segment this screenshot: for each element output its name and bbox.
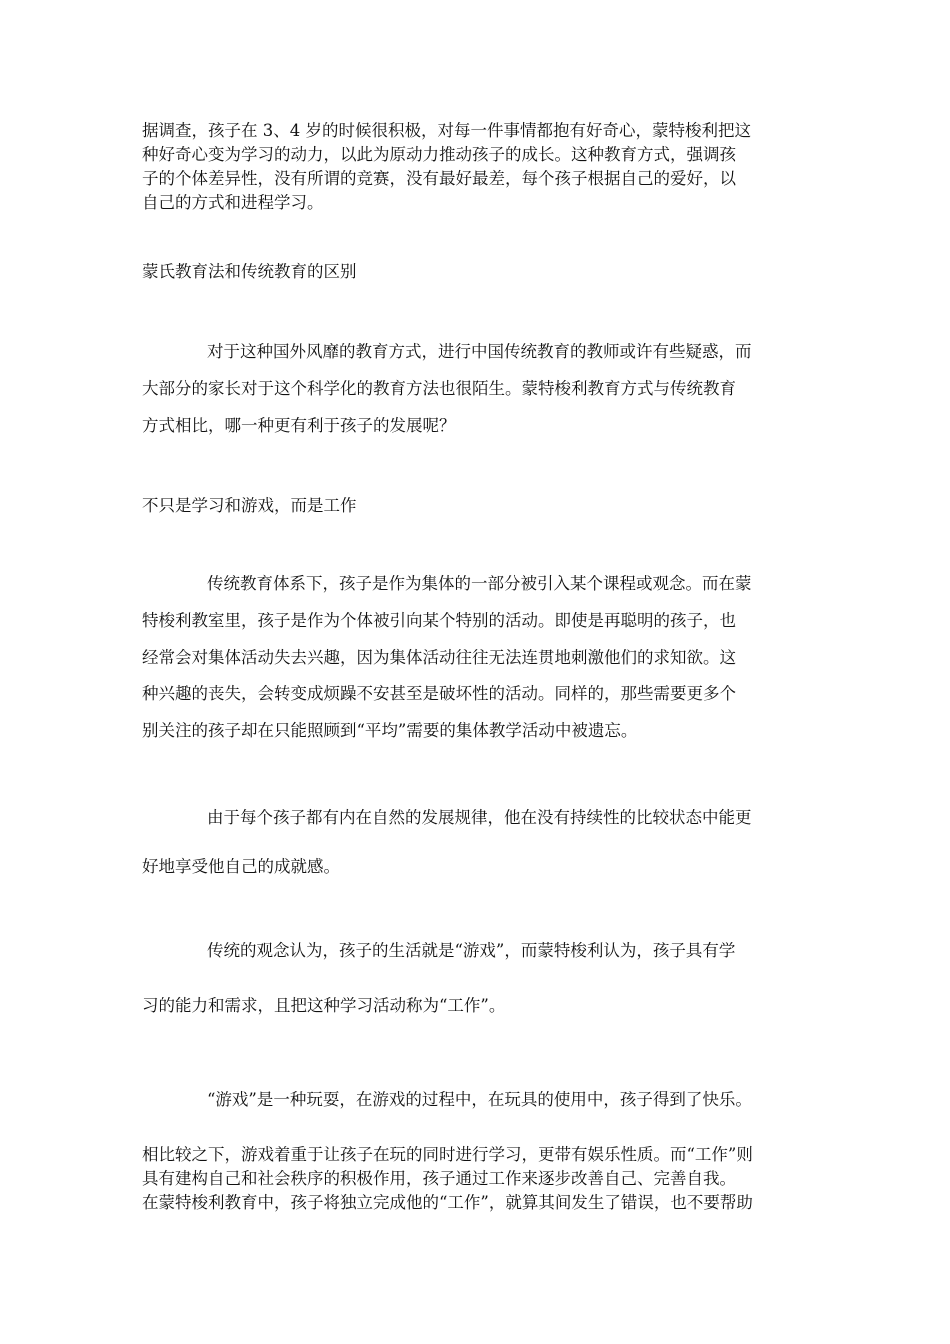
paragraph-line: 子的个体差异性，没有所谓的竞赛，没有最好最差，每个孩子根据自己的爱好，以: [142, 169, 736, 188]
paragraph-line: 大部分的家长对于这个科学化的教育方法也很陌生。蒙特梭利教育方式与传统教育: [142, 379, 736, 398]
paragraph-line: 自己的方式和进程学习。: [142, 193, 324, 212]
paragraph-line: 特梭利教室里，孩子是作为个体被引向某个特别的活动。即使是再聪明的孩子，也: [142, 611, 736, 630]
section-heading: 蒙氏教育法和传统教育的区别: [142, 262, 357, 281]
paragraph-line: 种好奇心变为学习的动力，以此为原动力推动孩子的成长。这种教育方式，强调孩: [142, 145, 736, 164]
paragraph-line: 相比较之下，游戏着重于让孩子在玩的同时进行学习，更带有娱乐性质。而“工作”则: [142, 1145, 753, 1164]
paragraph-line: 据调查，孩子在 3、4 岁的时候很积极，对每一件事情都抱有好奇心，蒙特梭利把这: [142, 121, 751, 140]
paragraph-line: 别关注的孩子却在只能照顾到“平均”需要的集体教学活动中被遗忘。: [142, 721, 638, 740]
paragraph-line: 传统教育体系下，孩子是作为集体的一部分被引入某个课程或观念。而在蒙: [207, 574, 752, 593]
paragraph-line: 传统的观念认为，孩子的生活就是“游戏”，而蒙特梭利认为，孩子具有学: [207, 941, 736, 960]
paragraph-line: 习的能力和需求，且把这种学习活动称为“工作”。: [142, 996, 506, 1015]
paragraph-line: 好地享受他自己的成就感。: [142, 857, 340, 876]
section-heading: 不只是学习和游戏，而是工作: [142, 496, 357, 515]
paragraph-line: 方式相比，哪一种更有利于孩子的发展呢？: [142, 416, 456, 435]
paragraph-line: “游戏”是一种玩耍，在游戏的过程中，在玩具的使用中，孩子得到了快乐。: [207, 1090, 752, 1109]
paragraph-line: 具有建构自己和社会秩序的积极作用，孩子通过工作来逐步改善自己、完善自我。: [142, 1169, 736, 1188]
paragraph-line: 种兴趣的丧失，会转变成烦躁不安甚至是破坏性的活动。同样的，那些需要更多个: [142, 684, 736, 703]
paragraph-line: 在蒙特梭利教育中，孩子将独立完成他的“工作”，就算其间发生了错误，也不要帮助: [142, 1193, 753, 1212]
paragraph-line: 经常会对集体活动失去兴趣，因为集体活动往往无法连贯地刺激他们的求知欲。这: [142, 648, 736, 667]
paragraph-line: 对于这种国外风靡的教育方式，进行中国传统教育的教师或许有些疑惑，而: [207, 342, 752, 361]
paragraph-line: 由于每个孩子都有内在自然的发展规律，他在没有持续性的比较状态中能更: [207, 808, 752, 827]
